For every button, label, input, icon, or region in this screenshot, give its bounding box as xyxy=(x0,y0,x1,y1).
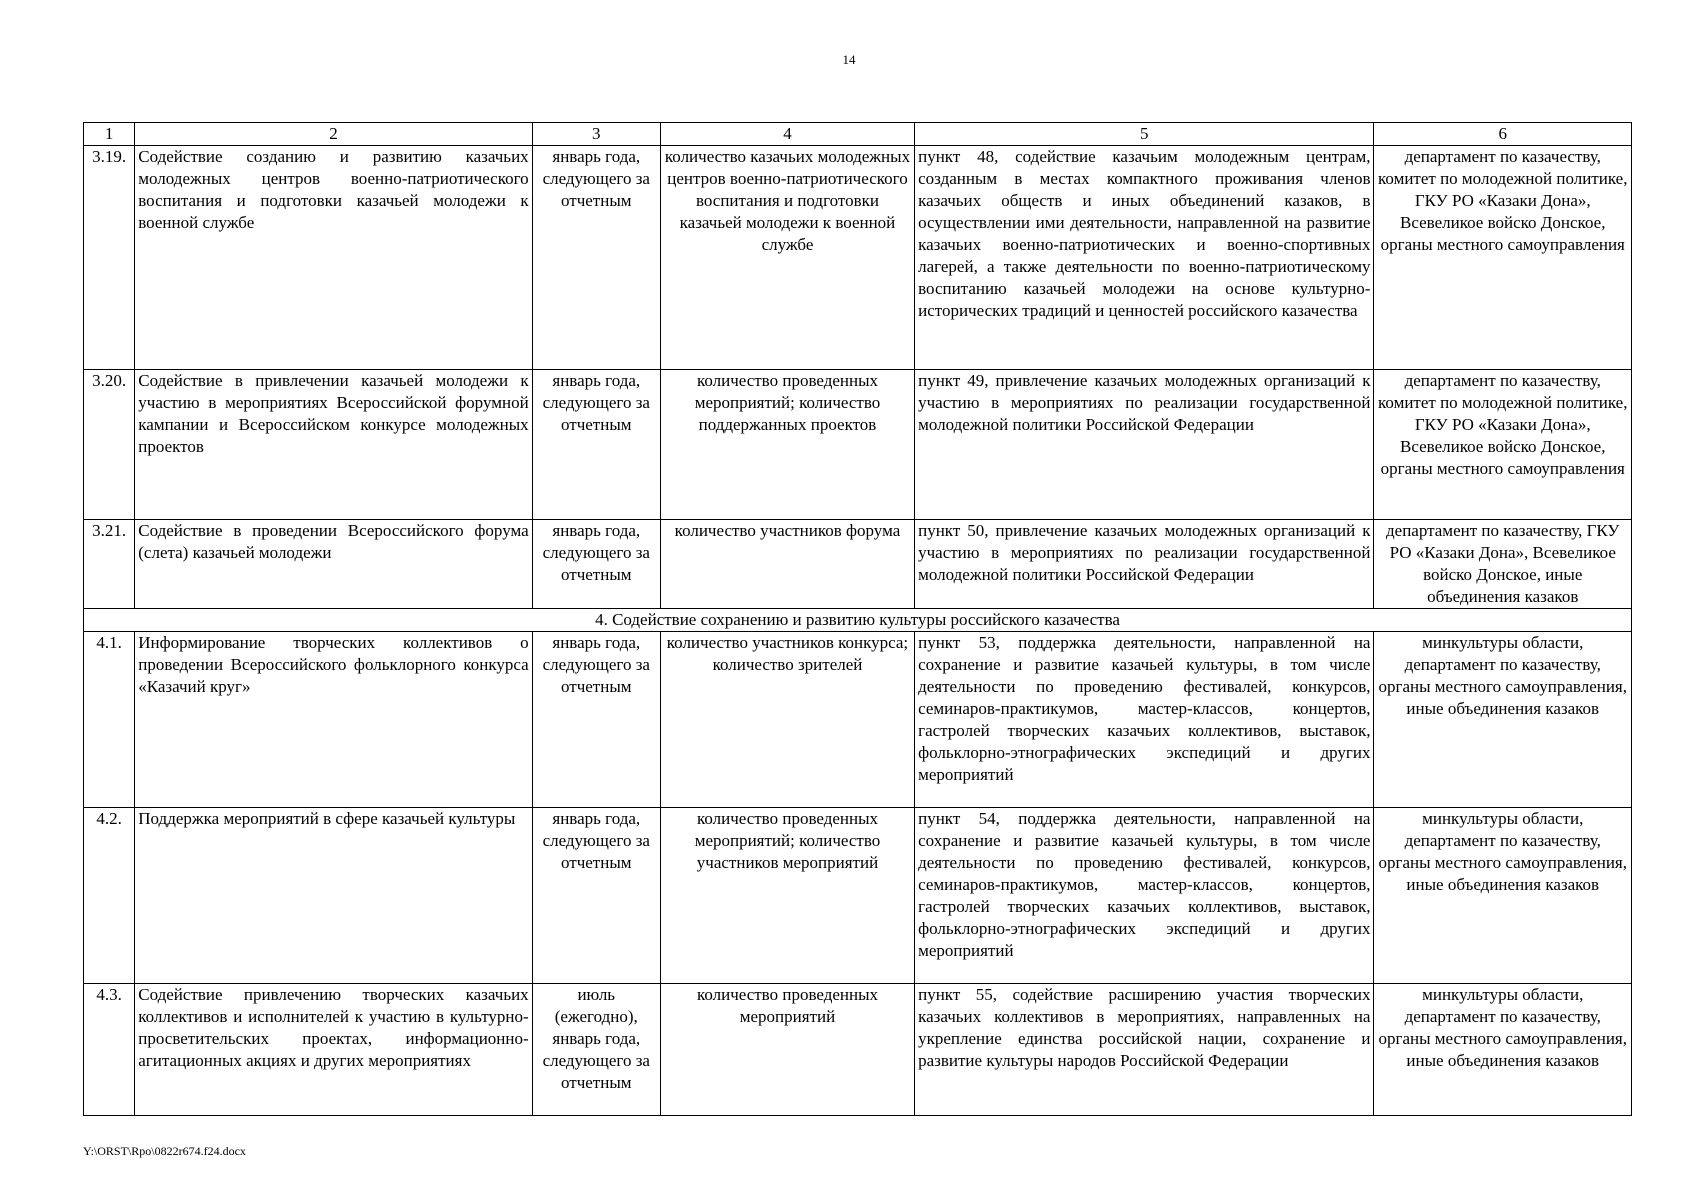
table-row xyxy=(84,808,1632,984)
row-strategy-link: пункт 50, привлечение казачьих молодежных организаций к участию в мероприятиях по реализации государственной молодежной политики Российской Федерации xyxy=(915,520,1374,609)
row-term: июль (ежегодно), январь года, следующего за отчетным xyxy=(532,984,660,1116)
row-number: 4.2. xyxy=(84,808,135,984)
row-action: Содействие привлечению творческих казачьих коллективов и исполнителей к участию в культурно-просветительских проектах, информационно-агитационных акциях и других мероприятиях xyxy=(135,984,532,1116)
page-number: 14 xyxy=(842,52,856,67)
file-path-footer: Y:\ORST\Rpo\0822r674.f24.docx xyxy=(83,1144,246,1158)
column-number-row xyxy=(84,123,1632,146)
row-indicator: количество проведенных мероприятий; количество поддержанных проектов xyxy=(660,370,914,520)
row-strategy-link: пункт 54, поддержка деятельности, направленной на сохранение и развитие казачьей культуры, в том числе деятельности по проведению фестивалей, конкурсов, семинаров-практикумов, мастер-классов, концертов, гастролей творческих казачьих коллективов, выставок, фольклорно-этнографических экспедиций и других мероприятий xyxy=(915,808,1374,984)
section-heading: 4. Содействие сохранению и развитию культуры российского казачества xyxy=(84,609,1632,632)
row-strategy-link: пункт 55, содействие расширению участия творческих казачьих коллективов в мероприятиях, направленных на укрепление единства российской нации, сохранение и развитие культуры народов Российской Федерации xyxy=(915,984,1374,1116)
column-number: 2 xyxy=(135,123,532,146)
row-action: Содействие в привлечении казачьей молодежи к участию в мероприятиях Всероссийской форумной кампании и Всероссийском конкурсе молодежных проектов xyxy=(135,370,532,520)
table-row xyxy=(84,984,1632,1116)
row-indicator: количество участников конкурса; количество зрителей xyxy=(660,632,914,808)
row-strategy-link: пункт 53, поддержка деятельности, направленной на сохранение и развитие казачьей культуры, в том числе деятельности по проведению фестивалей, конкурсов, семинаров-практикумов, мастер-классов, концертов, гастролей творческих казачьих коллективов, выставок, фольклорно-этнографических экспедиций и других мероприятий xyxy=(915,632,1374,808)
section-heading-row xyxy=(84,609,1632,632)
row-term: январь года, следующего за отчетным xyxy=(532,146,660,370)
table-row xyxy=(84,370,1632,520)
row-executors: минкультуры области, департамент по казачеству, органы местного самоуправления, иные объединения казаков xyxy=(1374,984,1632,1116)
row-term: январь года, следующего за отчетным xyxy=(532,520,660,609)
row-indicator: количество проведенных мероприятий xyxy=(660,984,914,1116)
row-indicator: количество казачьих молодежных центров военно-патриотического воспитания и подготовки казачьей молодежи к военной службе xyxy=(660,146,914,370)
row-executors: минкультуры области, департамент по казачеству, органы местного самоуправления, иные объединения казаков xyxy=(1374,632,1632,808)
row-number: 3.21. xyxy=(84,520,135,609)
row-number: 3.19. xyxy=(84,146,135,370)
row-term: январь года, следующего за отчетным xyxy=(532,370,660,520)
row-action: Информирование творческих коллективов о проведении Всероссийского фольклорного конкурса «Казачий круг» xyxy=(135,632,532,808)
row-executors: департамент по казачеству, комитет по молодежной политике, ГКУ РО «Казаки Дона», Всевеликое войско Донское, органы местного самоуправления xyxy=(1374,146,1632,370)
row-number: 3.20. xyxy=(84,370,135,520)
table-row xyxy=(84,632,1632,808)
row-number: 4.1. xyxy=(84,632,135,808)
row-number: 4.3. xyxy=(84,984,135,1116)
row-executors: департамент по казачеству, ГКУ РО «Казаки Дона», Всевеликое войско Донское, иные объединения казаков xyxy=(1374,520,1632,609)
row-term: январь года, следующего за отчетным xyxy=(532,808,660,984)
row-strategy-link: пункт 48, содействие казачьим молодежным центрам, созданным в местах компактного проживания членов казачьих обществ и иных объединений казаков, в осуществлении ими деятельности, направленной на развитие казачьих военно-патриотических и военно-спортивных лагерей, а также деятельности по военно-патриотическому воспитанию казачьей молодежи на основе культурно-исторических традиций и ценностей российского казачества xyxy=(915,146,1374,370)
table-row xyxy=(84,520,1632,609)
column-number: 6 xyxy=(1374,123,1632,146)
plan-table xyxy=(83,122,1632,1116)
row-indicator: количество проведенных мероприятий; количество участников мероприятий xyxy=(660,808,914,984)
row-executors: минкультуры области, департамент по казачеству, органы местного самоуправления, иные объединения казаков xyxy=(1374,808,1632,984)
row-indicator: количество участников форума xyxy=(660,520,914,609)
row-action: Содействие в проведении Всероссийского форума (слета) казачьей молодежи xyxy=(135,520,532,609)
column-number: 3 xyxy=(532,123,660,146)
row-action: Поддержка мероприятий в сфере казачьей культуры xyxy=(135,808,532,984)
table-row xyxy=(84,146,1632,370)
row-term: январь года, следующего за отчетным xyxy=(532,632,660,808)
column-number: 1 xyxy=(84,123,135,146)
column-number: 4 xyxy=(660,123,914,146)
row-action: Содействие созданию и развитию казачьих молодежных центров военно-патриотического воспитания и подготовки казачьей молодежи к военной службе xyxy=(135,146,532,370)
column-number: 5 xyxy=(915,123,1374,146)
row-strategy-link: пункт 49, привлечение казачьих молодежных организаций к участию в мероприятиях по реализации государственной молодежной политики Российской Федерации xyxy=(915,370,1374,520)
row-executors: департамент по казачеству, комитет по молодежной политике, ГКУ РО «Казаки Дона», Всевеликое войско Донское, органы местного самоуправления xyxy=(1374,370,1632,520)
